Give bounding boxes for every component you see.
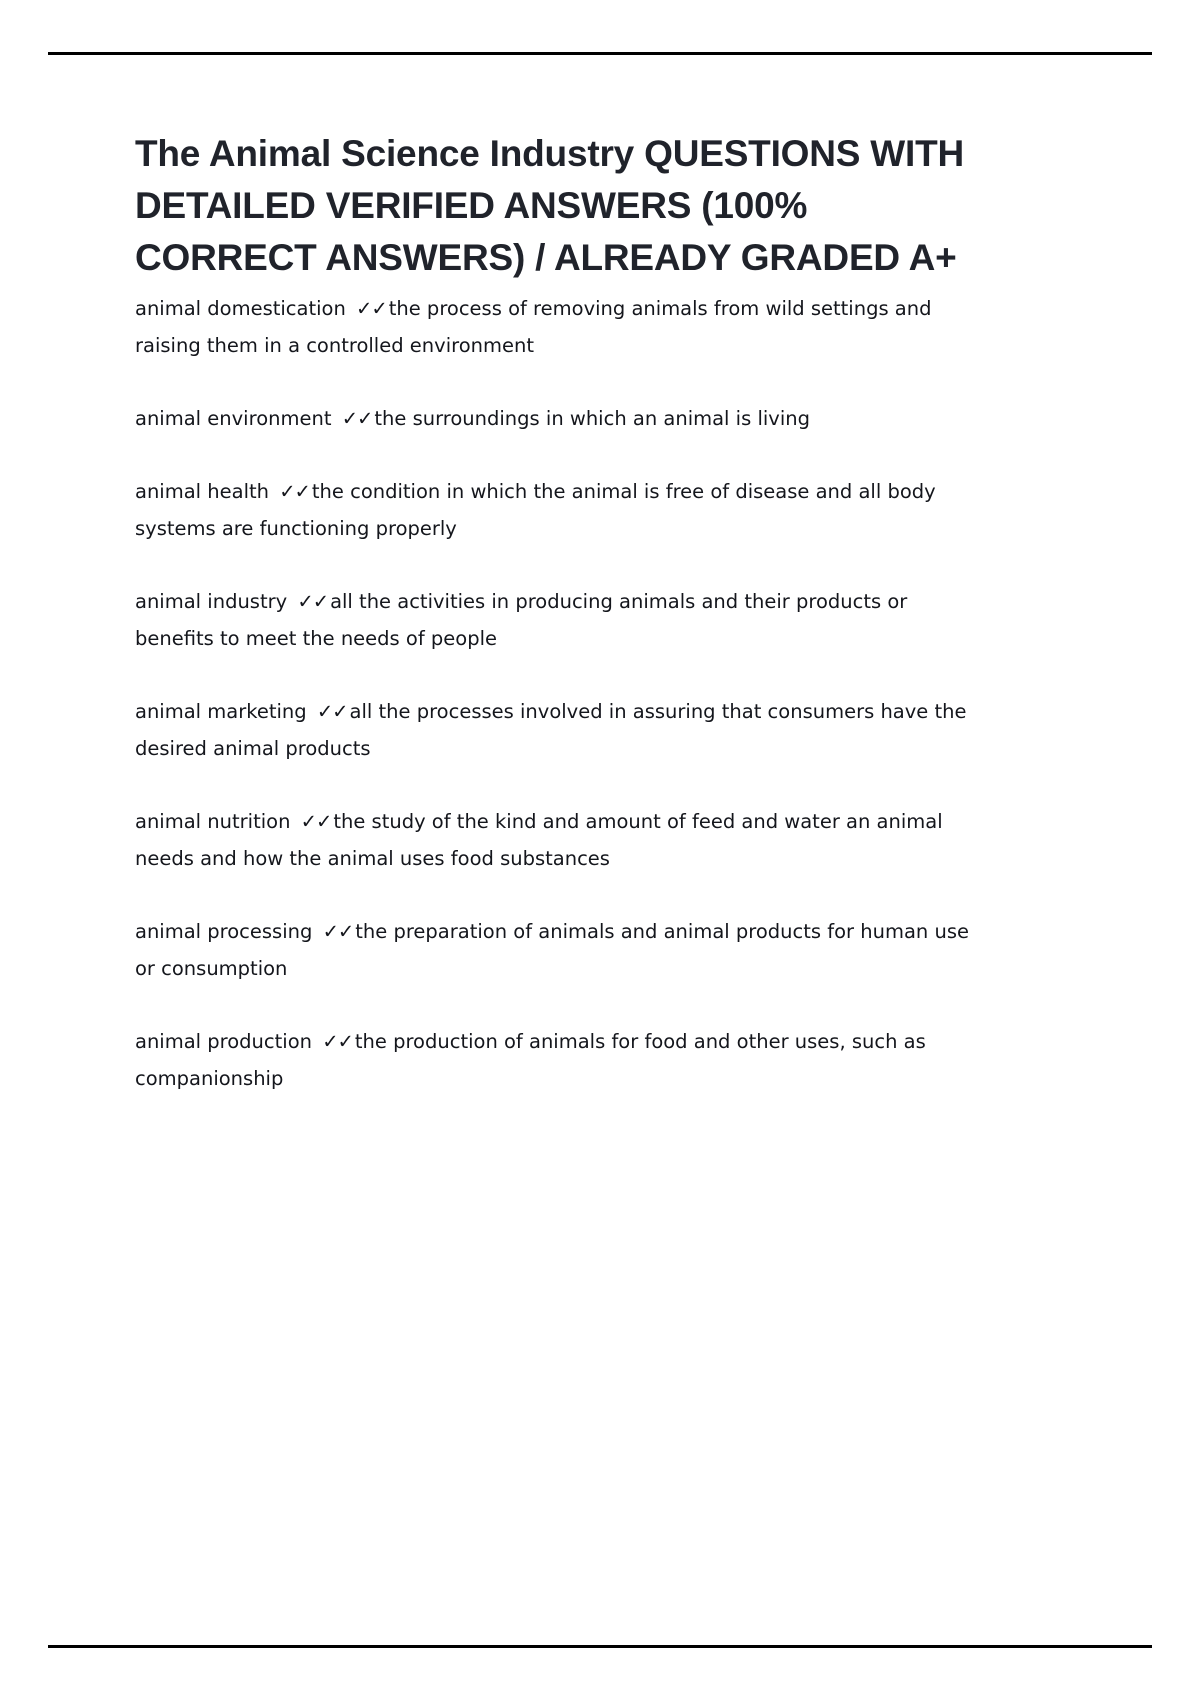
definition-text: the condition in which the animal is free of disease and all body systems are functioning properly — [135, 480, 936, 540]
term-label: animal environment — [135, 407, 338, 430]
list-item — [135, 803, 975, 877]
list-item — [135, 913, 975, 987]
check-marks-icon: ✓✓ — [356, 297, 387, 320]
term-label: animal processing — [135, 920, 319, 943]
term-label: animal production — [135, 1030, 319, 1053]
term-label: animal domestication — [135, 297, 353, 320]
check-marks-icon: ✓✓ — [341, 407, 373, 430]
list-item — [135, 1023, 975, 1097]
list-item — [135, 473, 975, 547]
list-item — [135, 583, 975, 657]
term-label: animal industry — [135, 590, 294, 613]
term-label: animal marketing — [135, 700, 313, 723]
definition-text: the surroundings in which an animal is living — [374, 407, 810, 430]
document-body — [135, 128, 980, 1133]
page-title: The Animal Science Industry QUESTIONS WITH DETAILED VERIFIED ANSWERS (100% CORRECT ANSWERS) / ALREADY GRADED A+ — [135, 133, 975, 278]
header-divider — [48, 52, 1152, 55]
check-marks-icon: ✓✓ — [279, 480, 310, 503]
check-marks-icon: ✓✓ — [322, 1030, 353, 1053]
definition-text: the process of removing animals from wild settings and raising them in a controlled environment — [135, 297, 932, 357]
check-marks-icon: ✓✓ — [300, 810, 332, 833]
definition-text: the production of animals for food and other uses, such as companionship — [135, 1030, 926, 1090]
list-item — [135, 290, 975, 364]
definition-text: all the activities in producing animals and their products or benefits to meet the needs of people — [135, 590, 908, 650]
definition-text: the preparation of animals and animal products for human use or consumption — [135, 920, 969, 980]
term-label: animal health — [135, 480, 276, 503]
list-item — [135, 400, 975, 437]
list-item — [135, 693, 975, 767]
check-marks-icon: ✓✓ — [316, 700, 348, 723]
definition-text: all the processes involved in assuring that consumers have the desired animal products — [135, 700, 967, 760]
term-label: animal nutrition — [135, 810, 297, 833]
check-marks-icon: ✓✓ — [297, 590, 329, 613]
definition-text: the study of the kind and amount of feed and water an animal needs and how the animal uses food substances — [135, 810, 943, 870]
check-marks-icon: ✓✓ — [322, 920, 354, 943]
footer-divider — [48, 1645, 1152, 1648]
